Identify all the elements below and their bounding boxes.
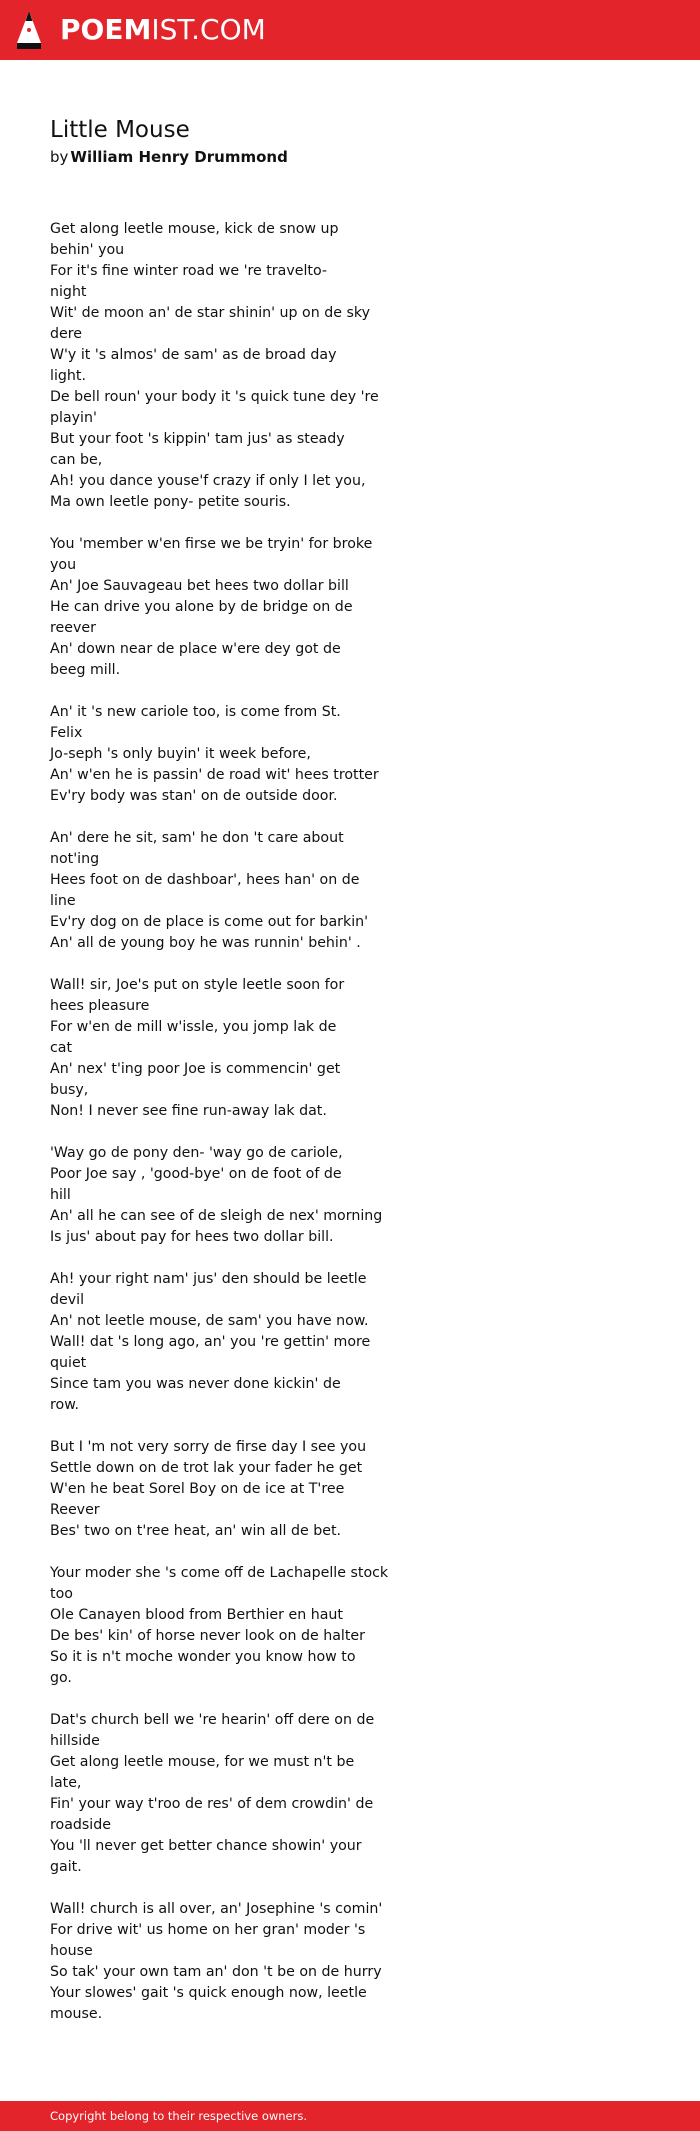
poem-line: hillside — [50, 1733, 100, 1749]
poem-line: For w'en de mill w'issle, you jomp lak de — [50, 1019, 337, 1035]
poem-line: Settle down on de trot lak your fader he get — [50, 1460, 363, 1476]
author-link[interactable]: William Henry Drummond — [70, 148, 288, 166]
poem-line: playin' — [50, 410, 97, 426]
poem-line: Is jus' about pay for hees two dollar bill. — [50, 1229, 334, 1245]
poem-line: But your foot 's kippin' tam jus' as steady — [50, 431, 345, 447]
poem-line: Ev'ry body was stan' on de outside door. — [50, 788, 338, 804]
poem-line: cat — [50, 1040, 73, 1056]
poem-line: For drive wit' us home on her gran' moder 's — [50, 1922, 366, 1938]
poem-line: Your moder she 's come off de Lachapelle stock — [50, 1565, 389, 1581]
poem-line: Ah! you dance youse'f crazy if only I let you, — [50, 473, 366, 489]
site-logo-text — [60, 10, 266, 50]
stanza — [50, 1143, 383, 1248]
poem-line: not'ing — [50, 851, 100, 867]
poem-line: row. — [50, 1397, 80, 1413]
poem-line: An' Joe Sauvageau bet hees two dollar bill — [50, 578, 349, 594]
poem-line: busy, — [50, 1082, 89, 1098]
stanza — [50, 975, 380, 1122]
poem-line: beeg mill. — [50, 662, 121, 678]
poem-line: light. — [50, 368, 86, 384]
poem-line: Wit' de moon an' de star shinin' up on de sky — [50, 305, 370, 321]
poem-line: hill — [50, 1187, 71, 1203]
site-header — [0, 0, 700, 60]
poem-line: So tak' your own tam an' don 't be on de hurry — [50, 1964, 382, 1980]
poem-line: An' nex' t'ing poor Joe is commencin' get — [50, 1061, 341, 1077]
poem-content — [50, 115, 389, 2046]
poem-line: Hees foot on de dashboar', hees han' on de — [50, 872, 360, 888]
poem-line: Get along leetle mouse, kick de snow up — [50, 221, 339, 237]
logo-text-strong: POEM — [60, 13, 152, 46]
poem-line: So it is n't moche wonder you know how to — [50, 1649, 356, 1665]
poem-line: roadside — [50, 1817, 111, 1833]
poem-line: behin' you — [50, 242, 125, 258]
poem-line: He can drive you alone by de bridge on de — [50, 599, 353, 615]
poem-line: Non! I never see fine run-away lak dat. — [50, 1103, 327, 1119]
poem-line: night — [50, 284, 87, 300]
copyright-text: Copyright belong to their respective owners. — [50, 2109, 308, 2123]
poem-line: hees pleasure — [50, 998, 150, 1014]
stanza — [50, 1899, 383, 2025]
poem-line: Reever — [50, 1502, 100, 1518]
poem-title: Little Mouse — [50, 117, 190, 143]
poem-line: go. — [50, 1670, 72, 1686]
poem-line: But I 'm not very sorry de firse day I see you — [50, 1439, 367, 1455]
poem-line: An' all de young boy he was runnin' behin' . — [50, 935, 361, 951]
poem-line: can be, — [50, 452, 103, 468]
stanza — [50, 1710, 380, 1878]
poem-line: Get along leetle mouse, for we must n't be — [50, 1754, 355, 1770]
poem-body — [50, 219, 389, 2025]
poem-line: For it's fine winter road we 're travelto- — [50, 263, 328, 279]
stanza — [50, 1437, 380, 1542]
poem-line: Ah! your right nam' jus' den should be leetle — [50, 1271, 367, 1287]
poem-line: Since tam you was never done kickin' de — [50, 1376, 341, 1392]
poem-line: mouse. — [50, 2006, 103, 2022]
poem-line: Wall! dat 's long ago, an' you 're gettin' more — [50, 1334, 371, 1350]
poem-line: late, — [50, 1775, 82, 1791]
poem-line: Wall! church is all over, an' Josephine 's comin' — [50, 1901, 383, 1917]
poem-line: You 'member w'en firse we be tryin' for broke — [50, 536, 373, 552]
stanza — [50, 534, 380, 681]
poem-line: you — [50, 557, 77, 573]
stanza — [50, 1563, 389, 1689]
poem-line: Jo-seph 's only buyin' it week before, — [50, 746, 311, 762]
pen-nib-icon — [14, 10, 44, 50]
poem-line: Ma own leetle pony- petite souris. — [50, 494, 291, 510]
poem-line: 'Way go de pony den- 'way go de cariole, — [50, 1145, 343, 1161]
stanza — [50, 702, 380, 807]
poem-line: Wall! sir, Joe's put on style leetle soon for — [50, 977, 345, 993]
poem-line: De bes' kin' of horse never look on de halter — [50, 1628, 365, 1644]
poem-line: Poor Joe say , 'good-bye' on de foot of de — [50, 1166, 342, 1182]
poem-line: An' dere he sit, sam' he don 't care about — [50, 830, 344, 846]
poem-line: An' not leetle mouse, de sam' you have now. — [50, 1313, 369, 1329]
poem-line: Your slowes' gait 's quick enough now, leetle — [50, 1985, 367, 2001]
poem-line: You 'll never get better chance showin' your — [50, 1838, 362, 1854]
poem-line: Ev'ry dog on de place is come out for barkin' — [50, 914, 369, 930]
stanza — [50, 828, 380, 954]
poem-line: Felix — [50, 725, 83, 741]
poem-line: An' all he can see of de sleigh de nex' morning — [50, 1208, 383, 1224]
poem-line: house — [50, 1943, 93, 1959]
poem-line: reever — [50, 620, 96, 636]
site-logo-link[interactable] — [14, 10, 266, 50]
poem-line: De bell roun' your body it 's quick tune dey 're — [50, 389, 379, 405]
stanza — [50, 1269, 380, 1416]
logo-text-light: IST.COM — [151, 13, 266, 46]
site-footer — [0, 2101, 700, 2131]
poem-line: dere — [50, 326, 82, 342]
poem-line: devil — [50, 1292, 85, 1308]
poem-line: W'y it 's almos' de sam' as de broad day — [50, 347, 337, 363]
poem-line: Bes' two on t'ree heat, an' win all de bet. — [50, 1523, 342, 1539]
poem-line: Ole Canayen blood from Berthier en haut — [50, 1607, 343, 1623]
stanza — [50, 219, 380, 513]
poem-line: An' w'en he is passin' de road wit' hees trotter — [50, 767, 379, 783]
poem-line: quiet — [50, 1355, 87, 1371]
poem-line: An' it 's new cariole too, is come from St. — [50, 704, 341, 720]
poem-line: line — [50, 893, 76, 909]
poem-line: too — [50, 1586, 73, 1602]
by-label: by — [50, 148, 69, 166]
poem-byline — [50, 147, 380, 167]
poem-line: gait. — [50, 1859, 82, 1875]
poem-line: An' down near de place w'ere dey got de — [50, 641, 341, 657]
poem-line: Fin' your way t'roo de res' of dem crowdin' de — [50, 1796, 374, 1812]
poem-line: Dat's church bell we 're hearin' off dere on de — [50, 1712, 375, 1728]
poem-line: W'en he beat Sorel Boy on de ice at T'ree — [50, 1481, 345, 1497]
